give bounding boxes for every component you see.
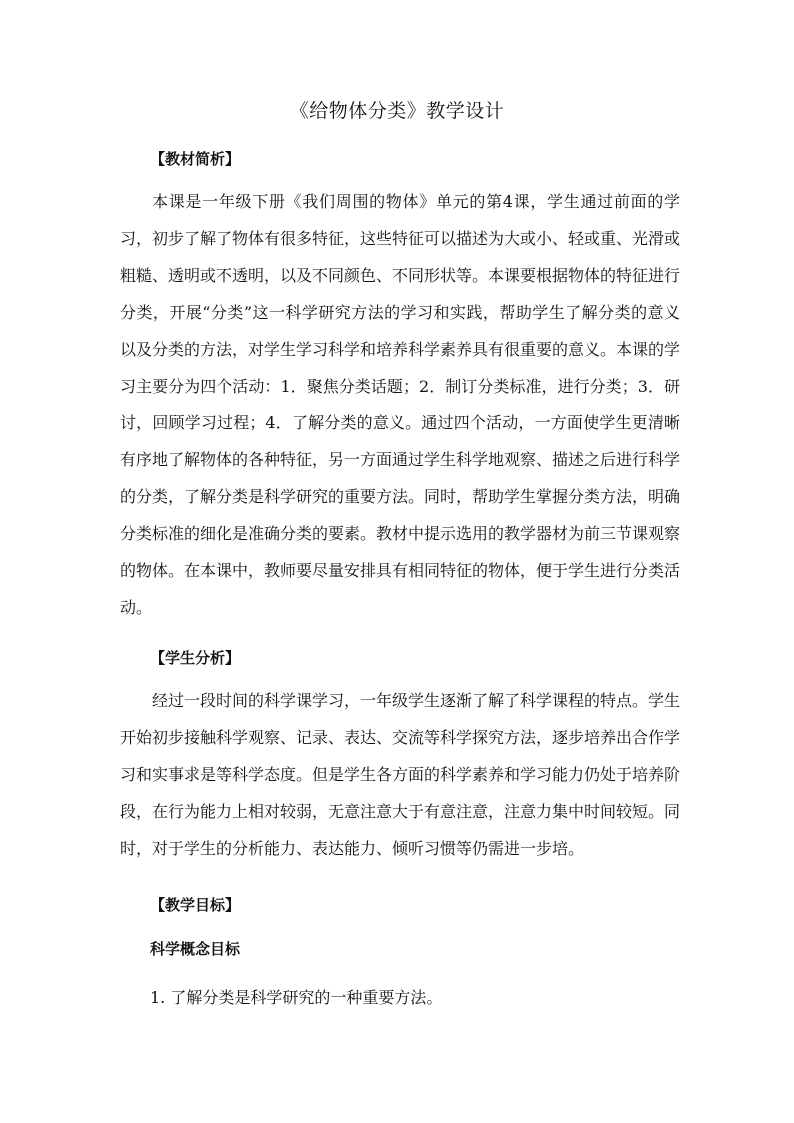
document-title: 《给物体分类》教学设计 bbox=[289, 100, 505, 122]
section-heading-textbook: 【教材简析】 bbox=[150, 150, 241, 168]
paragraph-textbook: 本课是一年级下册《我们周围的物体》单元的第4课，学生通过前面的学习，初步了解了物体有很多特征，这些特征可以描述为大或小、轻或重、光滑或粗糙、透明或不透明，以及不同颜色、不同形状等。本课要根据物体的特征进行分类，开展“分类”这一科学研究方法的学习和实践，帮助学生了解分类的意义以及分类的方法，对学生学习科学和培养科学素养具有很重要的意义。本课的学习主要分为四个活动：1．聚焦分类话题；2．制订分类标准，进行分类；3．研讨，回顾学习过程；4．了解分类的意义。通过四个活动，一方面使学生更清晰有序地了解物体的各种特征，另一方面通过学生科学地观察、描述之后进行科学的分类，了解分类是科学研究的重要方法。同时，帮助学生掌握分类方法，明确分类标准的细化是准确分类的要素。教材中提示选用的教学器材为前三节课观察的物体。在本课中，教师要尽量安排具有相同特征的物体，便于学生进行分类活动。 bbox=[120, 192, 681, 617]
goals-subheading-concept: 科学概念目标 bbox=[150, 940, 241, 958]
paragraph-students: 经过一段时间的科学课学习，一年级学生逐渐了解了科学课程的特点。学生开始初步接触科学观察、记录、表达、交流等科学探究方法，逐步培养出合作学习和实事求是等科学态度。但是学生各方面的科学素养和学习能力仍处于培养阶段，在行为能力上相对较弱，无意注意大于有意注意，注意力集中时间较短。同时，对于学生的分析能力、表达能力、倾听习惯等仍需进一步培。 bbox=[120, 691, 681, 858]
section-heading-students: 【学生分析】 bbox=[150, 649, 241, 667]
goal-item: 1. 了解分类是科学研究的一种重要方法。 bbox=[150, 988, 443, 1007]
section-heading-goals: 【教学目标】 bbox=[150, 896, 241, 914]
